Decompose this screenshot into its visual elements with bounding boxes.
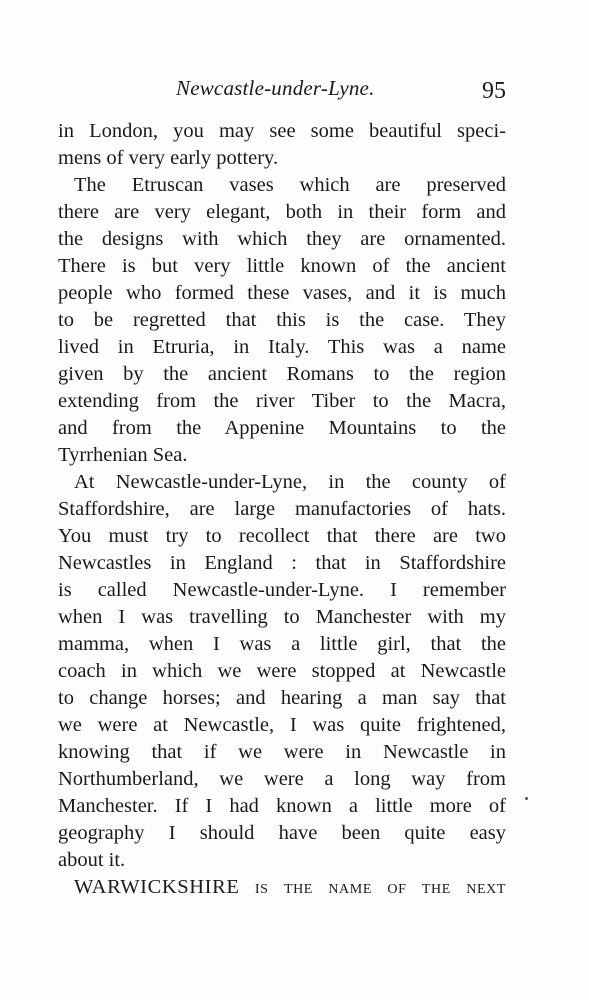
text-line: in London, you may see some beautiful speci- bbox=[58, 120, 506, 142]
text-line: geography I should have been quite easy bbox=[58, 822, 506, 844]
text-line: At Newcastle-under-Lyne, in the county of bbox=[74, 471, 506, 493]
text-line: lived in Etruria, in Italy. This was a name bbox=[58, 336, 506, 358]
body-text bbox=[58, 118, 506, 901]
text-line: The Etruscan vases which are preserved bbox=[74, 174, 506, 196]
text-line: Northumberland, we were a long way from bbox=[58, 768, 506, 790]
text-line: Tyrrhenian Sea. bbox=[58, 444, 188, 466]
running-head bbox=[58, 72, 510, 108]
running-title: Newcastle-under-Lyne. bbox=[176, 76, 375, 100]
text-line: You must try to recollect that there are two bbox=[58, 525, 506, 547]
text-line: the designs with which they are ornamented. bbox=[58, 228, 506, 250]
text-line: Newcastles in England : that in Staffordshire bbox=[58, 552, 506, 574]
text-line: knowing that if we were in Newcastle in bbox=[58, 741, 506, 763]
text-line: coach in which we were stopped at Newcastle bbox=[58, 660, 506, 682]
text-line: is called Newcastle-under-Lyne. I remember bbox=[58, 579, 506, 601]
text-line: There is but very little known of the ancient bbox=[58, 255, 506, 277]
text-line: to change horses; and hearing a man say that bbox=[58, 687, 506, 709]
text-line: and from the Appenine Mountains to the bbox=[58, 417, 506, 439]
text-line: when I was travelling to Manchester with my bbox=[58, 606, 506, 628]
text-line: people who formed these vases, and it is much bbox=[58, 282, 506, 304]
text-line: Staffordshire, are large manufactories of hats. bbox=[58, 498, 506, 520]
text-line: we were at Newcastle, I was quite frightened, bbox=[58, 714, 506, 736]
text-line: to be regretted that this is the case. They bbox=[58, 309, 506, 331]
print-speck bbox=[525, 797, 528, 800]
text-line: WARWICKSHIRE is the name of the next bbox=[74, 876, 506, 898]
text-line: mamma, when I was a little girl, that the bbox=[58, 633, 506, 655]
text-line: extending from the river Tiber to the Macra, bbox=[58, 390, 506, 412]
text-line: mens of very early pottery. bbox=[58, 147, 279, 169]
text-line: Manchester. If I had known a little more of bbox=[58, 795, 506, 817]
text-line: there are very elegant, both in their form and bbox=[58, 201, 506, 223]
page-number: 95 bbox=[482, 78, 506, 104]
text-line: about it. bbox=[58, 849, 126, 871]
text-line: given by the ancient Romans to the region bbox=[58, 363, 506, 385]
